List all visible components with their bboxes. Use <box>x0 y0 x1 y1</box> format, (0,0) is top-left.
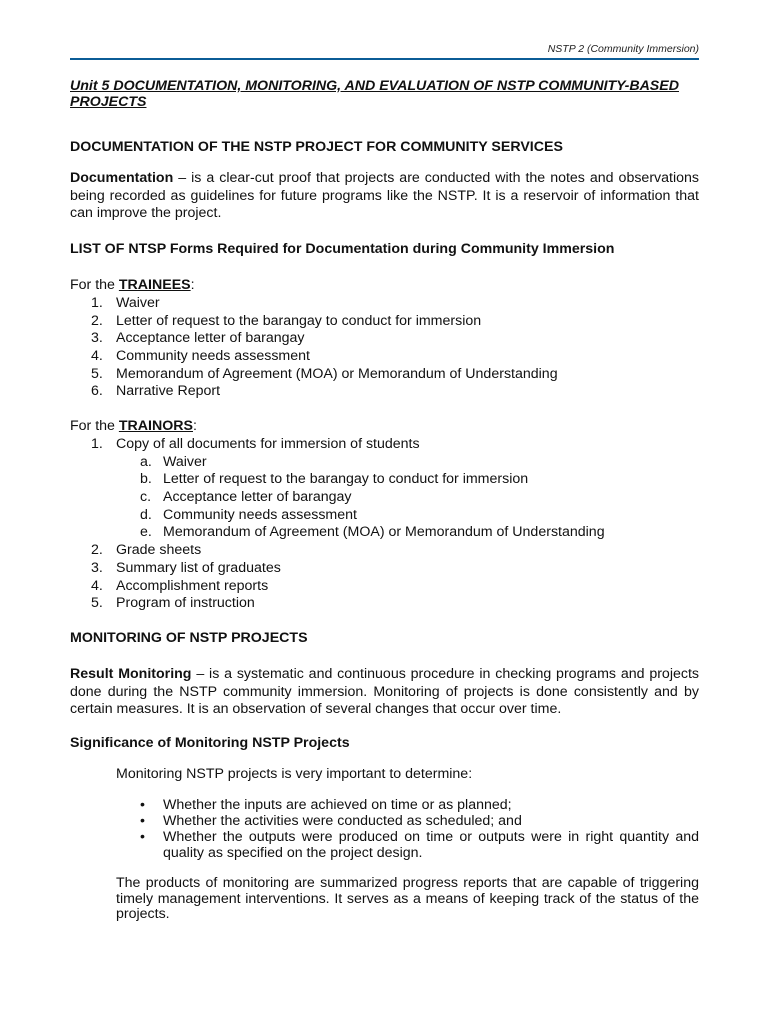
trainors-label: For the TRAINORS: <box>70 418 197 434</box>
header-rule <box>70 58 699 60</box>
sub-list-item: a. Waiver <box>140 453 207 470</box>
trainees-keyword: TRAINEES <box>118 277 191 293</box>
list-item: 5. Program of instruction <box>91 595 255 612</box>
bullet-item: • Whether the inputs are achieved on time or as planned; <box>140 797 512 813</box>
monitoring-definition: – is a systematic and continuous procedure in checking programs and projects done during the NSTP community immersion. Monitoring of projects is done consistently and by certain measures. It is an observation of several changes that occur over time. <box>70 666 699 718</box>
list-item: 1. Waiver <box>91 295 160 311</box>
monitoring-paragraph <box>70 666 699 719</box>
list-item: 2. Letter of request to the barangay to conduct for immersion <box>91 312 482 329</box>
monitoring-heading: MONITORING OF NSTP PROJECTS <box>70 630 308 646</box>
list-item: 4. Community needs assessment <box>91 348 310 365</box>
list-item: 3. Summary list of graduates <box>91 559 281 576</box>
monitoring-term: Result Monitoring <box>70 666 192 682</box>
bullet-item: • Whether the outputs were produced on time or outputs were in right quantity and quality as specified on the project design. <box>140 829 699 861</box>
bullet-item: • Whether the activities were conducted as scheduled; and <box>140 813 522 829</box>
trainees-label: For the TRAINEES: <box>70 277 195 293</box>
significance-intro: Monitoring NSTP projects is very important to determine: <box>116 766 473 782</box>
list-item: 6. Narrative Report <box>91 383 221 400</box>
trainors-list <box>70 436 699 613</box>
unit-title: Unit 5 DOCUMENTATION, MONITORING, AND EVALUATION OF NSTP COMMUNITY-BASED PROJECTS <box>70 78 679 110</box>
list-item: 2. Grade sheets <box>91 542 202 559</box>
documentation-heading: DOCUMENTATION OF THE NSTP PROJECT FOR COMMUNITY SERVICES <box>70 139 563 155</box>
forms-heading: LIST OF NTSP Forms Required for Documentation during Community Immersion <box>70 241 615 257</box>
trainees-list <box>70 295 699 401</box>
documentation-paragraph <box>70 170 699 223</box>
running-header: NSTP 2 (Community Immersion) <box>547 43 699 55</box>
closing-paragraph: The products of monitoring are summarized progress reports that are capable of triggering timely management interventions. It serves as a means of keeping track of the status of the projects. <box>116 875 699 922</box>
documentation-definition: – is a clear-cut proof that projects are conducted with the notes and observations being recorded as guidelines for future programs like the NSTP. It is a reservoir of information that can improve the project. <box>70 170 699 222</box>
trainors-keyword: TRAINORS <box>118 418 193 434</box>
sub-list-item: d. Community needs assessment <box>140 506 357 523</box>
list-item: 5. Memorandum of Agreement (MOA) or Memorandum of Understanding <box>91 365 558 382</box>
sub-list-item: c. Acceptance letter of barangay <box>140 489 352 506</box>
list-item: 4. Accomplishment reports <box>91 577 269 594</box>
sub-list-item: e. Memorandum of Agreement (MOA) or Memorandum of Understanding <box>140 524 605 541</box>
significance-heading: Significance of Monitoring NSTP Projects <box>70 735 350 751</box>
sub-list-item: b. Letter of request to the barangay to conduct for immersion <box>140 471 529 488</box>
significance-bullets <box>70 797 699 861</box>
documentation-term: Documentation <box>70 170 174 186</box>
list-item: 1. Copy of all documents for immersion of students <box>91 436 420 452</box>
list-item: 3. Acceptance letter of barangay <box>91 330 305 347</box>
